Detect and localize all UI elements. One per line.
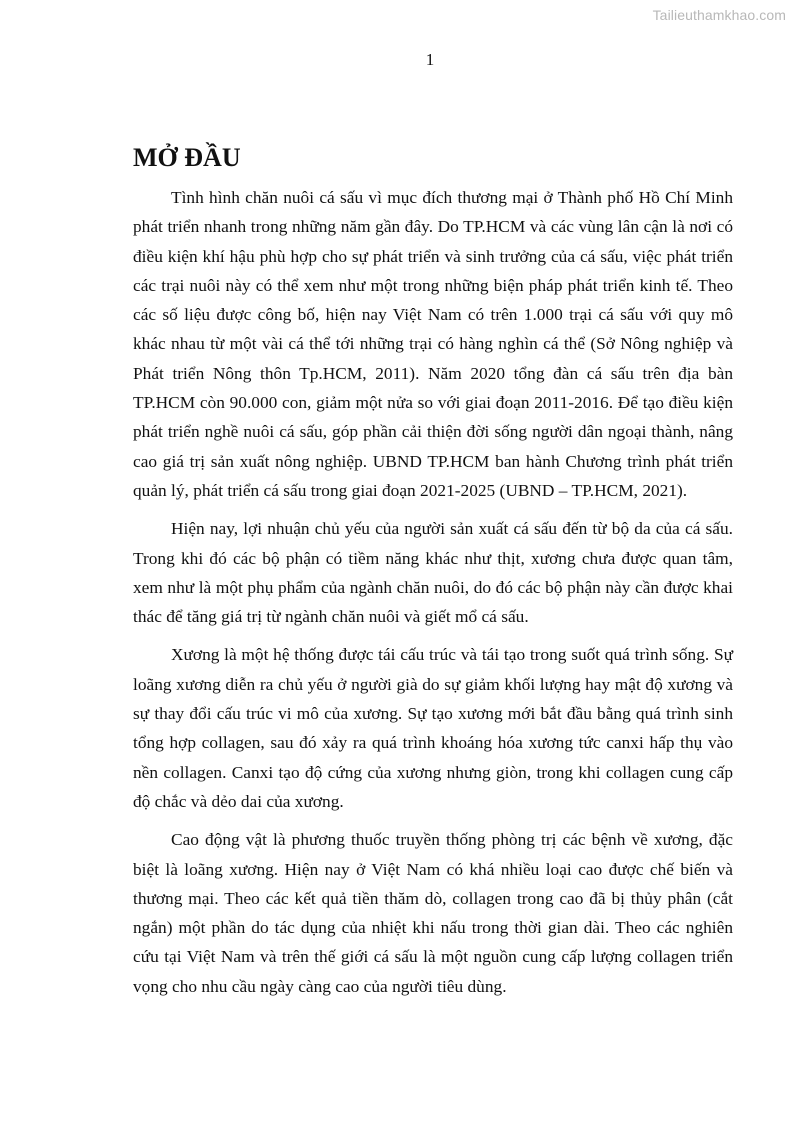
watermark: Tailieuthamkhao.com [652,7,786,23]
paragraph-3: Xương là một hệ thống được tái cấu trúc và tái tạo trong suốt quá trình sống. Sự loãng xương diễn ra chủ yếu ở người già do sự giảm khối lượng hay mật độ xương và sự thay đổi cấu trúc vi mô của xương. Sự tạo xương mới bắt đầu bằng quá trình sinh tổng hợp collagen, sau đó xảy ra quá trình khoáng hóa xương tức canxi hấp thụ vào nền collagen. Canxi tạo độ cứng của xương nhưng giòn, trong khi collagen cung cấp độ chắc và dẻo dai của xương. [133,645,733,811]
paragraph-4: Cao động vật là phương thuốc truyền thống phòng trị các bệnh về xương, đặc biệt là loãng xương. Hiện nay ở Việt Nam có khá nhiều loại cao được chế biến và thương mại. Theo các kết quả tiền thăm dò, collagen trong cao đã bị thủy phân (cắt ngắn) một phần do tác dụng của nhiệt khi nấu trong thời gian dài. Theo các nghiên cứu tại Việt Nam và trên thế giới cá sấu là một nguồn cung cấp lượng collagen triển vọng cho nhu cầu ngày càng cao của người tiêu dùng. [133,830,733,996]
section-heading: MỞ ĐẦU [133,143,241,172]
document-body [133,140,733,1010]
paragraph-2: Hiện nay, lợi nhuận chủ yếu của người sản xuất cá sấu đến từ bộ da của cá sấu. Trong khi đó các bộ phận có tiềm năng khác như thịt, xương chưa được quan tâm, xem như là một phụ phẩm của ngành chăn nuôi, do đó các bộ phận này cần được khai thác để tăng giá trị từ ngành chăn nuôi và giết mổ cá sấu. [133,519,733,627]
page-number: 1 [425,50,435,69]
paragraph-1: Tình hình chăn nuôi cá sấu vì mục đích thương mại ở Thành phố Hồ Chí Minh phát triển nhanh trong những năm gần đây. Do TP.HCM và các vùng lân cận là nơi có điều kiện khí hậu phù hợp cho sự phát triển và sinh trưởng của cá sấu, việc phát triển các trại nuôi này có thể xem như một trong những biện pháp phát triển kinh tế. Theo các số liệu được công bố, hiện nay Việt Nam có trên 1.000 trại cá sấu với quy mô khác nhau từ một vài cá thể tới những trại có hàng nghìn cá thể (Sở Nông nghiệp và Phát triển Nông thôn Tp.HCM, 2011). Năm 2020 tổng đàn cá sấu trên địa bàn TP.HCM còn 90.000 con, giảm một nửa so với giai đoạn 2011-2016. Để tạo điều kiện phát triển nghề nuôi cá sấu, góp phần cải thiện đời sống người dân ngoại thành, nâng cao giá trị sản xuất nông nghiệp. UBND TP.HCM ban hành Chương trình phát triển quản lý, phát triển cá sấu trong giai đoạn 2021-2025 (UBND – TP.HCM, 2021). [133,188,733,500]
